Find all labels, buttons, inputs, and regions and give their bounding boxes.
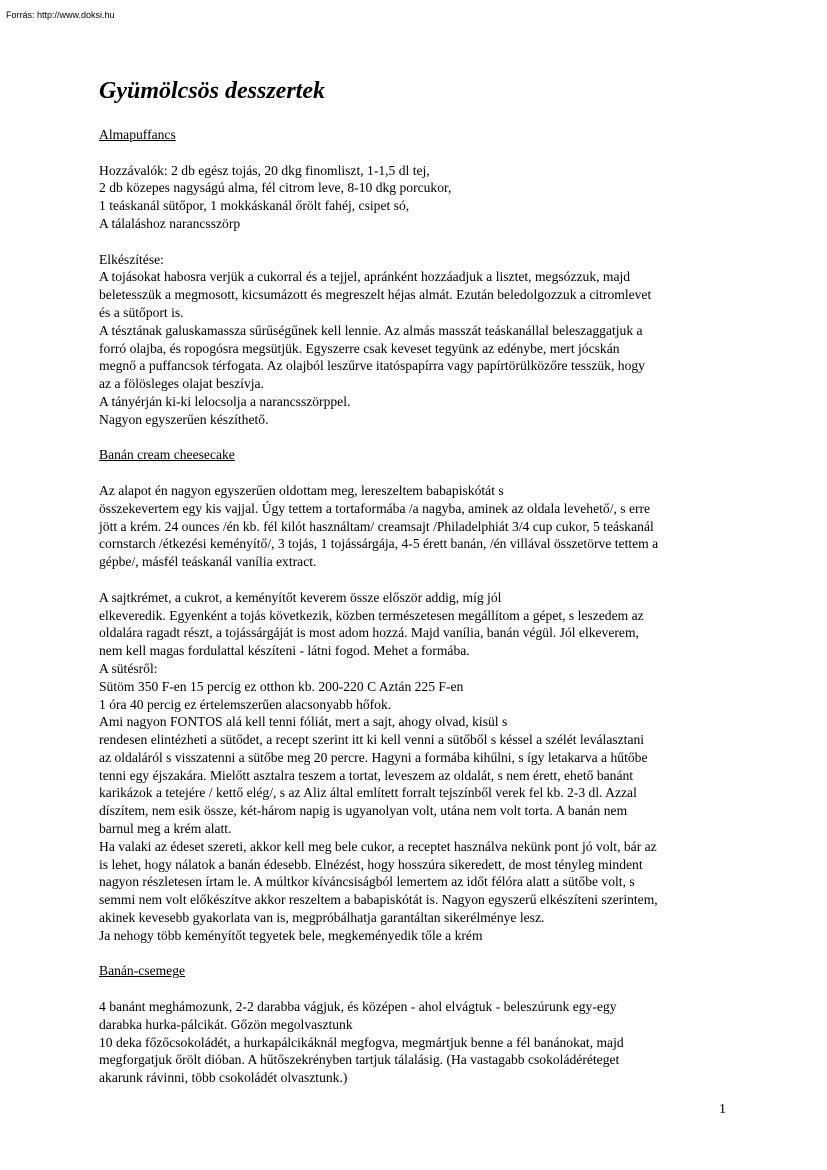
text-line: karikázok a tetejére / kettő elég/, s az Aliz által említett forralt tejszínből verek fel kb. 2-3 dl. Azzal xyxy=(99,785,637,801)
text-line: nem kell magas fordulattal készíteni - látni fogod. Mehet a formába. xyxy=(99,643,470,659)
text-line: akinek kevesebb gyakorlata van is, megpróbálhatja garantáltan sikerélménye lesz. xyxy=(99,910,545,926)
text-line: 1 teáskanál sütőpor, 1 mokkáskanál őrölt fahéj, csipet só, xyxy=(99,198,410,214)
text-line: díszítem, nem esik össze, két-három napig is ugyanolyan volt, utána nem volt torta. A banán nem xyxy=(99,803,628,819)
text-line: A sütésről: xyxy=(99,660,158,676)
text-line: jött a krém. 24 ounces /én kb. fél kilót használtam/ creamsajt /Philadelphiát 3/4 cup cukor, 5 teáskanál xyxy=(99,518,654,534)
text-line: nagyon részletesen írtam le. A múltkor kíváncsiságból lemertem az időt félóra alatt a sütőbe volt, s xyxy=(99,874,635,890)
text-line: gépbe/, másfél teáskanál vanília extract. xyxy=(99,554,317,570)
text-line: Az alapot én nagyon egyszerűen oldottam meg, lereszeltem babapiskótát s xyxy=(99,482,504,498)
text-line: Ami nagyon FONTOS alá kell tenni fóliát, mert a sajt, ahogy olvad, kisül s xyxy=(99,714,508,730)
text-line: Nagyon egyszerűen készíthető. xyxy=(99,411,269,427)
text-line: darabka hurka-pálcikát. Gőzön megolvasztunk xyxy=(99,1016,353,1032)
page-number: 1 xyxy=(719,1102,726,1117)
text-line: megnő a puffancsok térfogata. Az olajból leszűrve itatóspapírra vagy papírtörülközőre tesszük, hogy xyxy=(99,358,645,374)
text-line: semmi nem volt előkészítve akkor reszeltem a babapiskótát is. Nagyon egyszerű elkészíteni szerintem, xyxy=(99,892,658,908)
text-line: az a fölösleges olajat beszívja. xyxy=(99,376,264,392)
text-line: barnul meg a krém alatt. xyxy=(99,821,232,837)
section-heading: Almapuffancs xyxy=(99,127,176,142)
text-line: az oldaláról s visszatenni a sütőbe meg 20 percre. Hagyni a formába kihűlni, s így letakarva a hűtőbe xyxy=(99,749,648,765)
text-line: és a sütőport is. xyxy=(99,304,184,320)
text-line: akarunk rávinni, több csokoládét olvasztunk.) xyxy=(99,1070,348,1086)
text-line: forró olajba, és ropogósra megsütjük. Egyszerre csak keveset tegyünk az edénybe, mert jócskán xyxy=(99,340,620,356)
text-line: A tálaláshoz narancsszörp xyxy=(99,215,241,231)
page-title: Gyümölcsös desszertek xyxy=(99,78,325,104)
text-line: A sajtkrémet, a cukrot, a keményítőt keverem össze először addig, míg jól xyxy=(99,589,502,605)
text-line: 10 deka főzőcsokoládét, a hurkapálcikáknál megfogva, megmártjuk benne a fél banánokat, majd xyxy=(99,1034,624,1050)
text-line: 4 banánt meghámozunk, 2-2 darabba vágjuk, és középen - ahol elvágtuk - beleszúrunk egy-egy xyxy=(99,999,617,1015)
text-line: Hozzávalók: 2 db egész tojás, 20 dkg finomliszt, 1-1,5 dl tej, xyxy=(99,162,430,178)
section-heading: Banán-csemege xyxy=(99,963,186,979)
text-line: Ha valaki az édeset szereti, akkor kell meg bele cukor, a receptet használva nekünk pont jó volt, bár az xyxy=(99,838,657,854)
text-line: megforgatjuk őrölt dióban. A hűtőszekrényben tartjuk tálalásig. (Ha vastagabb csokoládéréteget xyxy=(99,1052,620,1068)
text-line: A tányérján ki-ki lelocsolja a narancsszörppel. xyxy=(99,393,351,409)
document-body xyxy=(99,126,739,1087)
blank-line xyxy=(99,980,739,998)
text-line: tenni egy éjszakára. Mielőtt asztalra teszem a tortat, leveszem az oldalát, s nem érett, ehető banánt xyxy=(99,767,634,783)
text-line: 2 db közepes nagyságú alma, fél citrom leve, 8-10 dkg porcukor, xyxy=(99,180,452,196)
blank-line xyxy=(99,464,739,482)
text-line: beletesszük a megmosott, kicsumázott és megreszelt héjas almát. Ezután beledolgozzuk a citromlevet xyxy=(99,287,652,303)
text-line: A tojásokat habosra verjük a cukorral és a tejjel, apránként hozzáadjuk a lisztet, megsózzuk, majd xyxy=(99,269,631,285)
text-line: A tésztának galuskamassza sűrűségűnek kell lennie. Az almás masszát teáskanállal beleszaggatjuk a xyxy=(99,322,643,338)
blank-line xyxy=(99,144,739,162)
text-line: cornstarch /étkezési keményítő/, 3 tojás, 1 tojássárgája, 4-5 érett banán, /én villával összetörve tettem a xyxy=(99,536,659,552)
text-line: Ja nehogy több keményítőt tegyetek bele, megkeményedik tőle a krém xyxy=(99,927,483,943)
text-line: oldalára ragadt részt, a tojássárgáját is most adom hozzá. Majd vanília, banán végül. Jól elkeverem, xyxy=(99,625,639,641)
blank-line xyxy=(99,429,739,447)
text-line: összekevertem egy kis vajjal. Úgy tettem a tortaformába /a nagyba, aminek az oldala levehető/, s erre xyxy=(99,500,651,516)
blank-line xyxy=(99,571,739,589)
text-line: Elkészítése: xyxy=(99,251,164,267)
source-note: Forrás: http://www.doksi.hu xyxy=(6,10,115,20)
section-heading: Banán cream cheesecake xyxy=(99,447,235,463)
text-line: Sütöm 350 F-en 15 percig ez otthon kb. 200-220 C Aztán 225 F-en xyxy=(99,678,464,694)
blank-line xyxy=(99,945,739,963)
blank-line xyxy=(99,233,739,251)
text-line: rendesen elintézheti a sütődet, a recept szerint itt ki kell venni a sütőből s késsel a szélét leválasztani xyxy=(99,732,645,748)
text-line: is lehet, hogy nálatok a banán édesebb. Elnézést, hogy hosszúra sikeredett, de most tényleg mindent xyxy=(99,856,643,872)
text-line: 1 óra 40 percig ez értelemszerűen alacsonyabb hőfok. xyxy=(99,696,392,712)
text-line: elkeveredik. Egyenként a tojás következik, közben természetesen megállítom a gépet, s leszedem az xyxy=(99,607,644,623)
